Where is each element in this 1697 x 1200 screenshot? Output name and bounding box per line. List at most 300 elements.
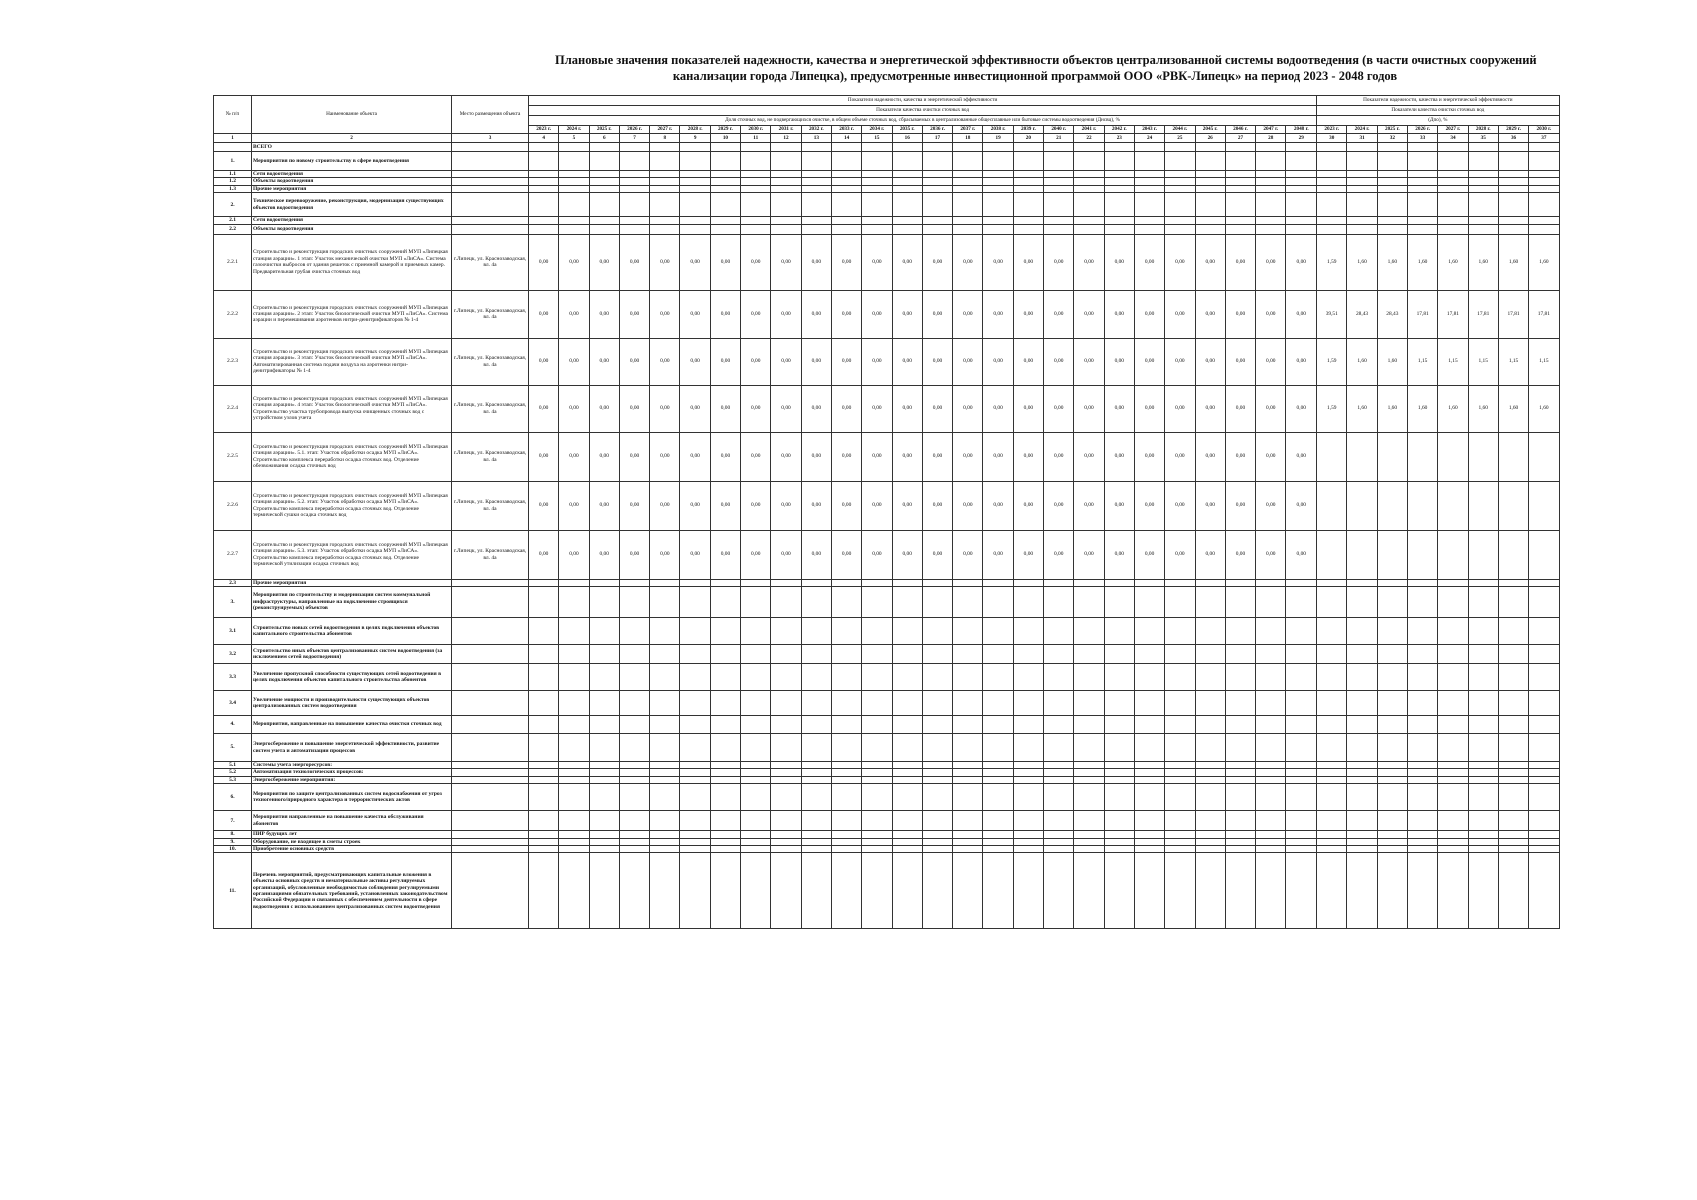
value-cell	[1013, 587, 1043, 618]
value-cell	[1317, 217, 1347, 224]
value-cell	[559, 645, 589, 664]
value-cell	[1134, 853, 1164, 929]
value-cell	[862, 691, 892, 716]
value-cell	[529, 217, 559, 224]
value-cell: 0,00	[1256, 234, 1286, 290]
value-cell	[1044, 664, 1074, 691]
value-cell	[529, 185, 559, 192]
column-number: 31	[1347, 134, 1377, 143]
value-cell	[1468, 185, 1498, 192]
value-cell	[831, 811, 861, 831]
row-place	[452, 185, 529, 192]
value-cell	[1134, 769, 1164, 776]
value-cell	[1044, 143, 1074, 152]
value-cell	[1044, 178, 1074, 185]
value-cell	[1195, 853, 1225, 929]
value-cell	[892, 645, 922, 664]
row-name: ПИР будущих лет	[252, 831, 452, 838]
header-year: 2030 г.	[741, 126, 771, 134]
value-cell	[1165, 784, 1195, 811]
value-cell	[1408, 143, 1438, 152]
table-row	[214, 185, 1560, 192]
row-number: 9.	[214, 838, 252, 845]
value-cell	[1408, 769, 1438, 776]
value-cell: 0,00	[771, 481, 801, 530]
row-name: Строительство и реконструкция городских очистных сооружений МУП «Липецкая станция аэрации». 4 этап: Участок биологической очистки МУП «ЛиСА». Строительство участка трубопровода выпуска очищенных сточных вод с устройством узлов учета	[252, 385, 452, 432]
value-cell	[619, 579, 649, 586]
value-cell	[1286, 691, 1317, 716]
value-cell	[1438, 530, 1468, 579]
value-cell: 0,00	[680, 530, 710, 579]
value-cell	[771, 734, 801, 762]
value-cell	[1377, 579, 1407, 586]
value-cell	[680, 664, 710, 691]
value-cell	[1256, 831, 1286, 838]
value-cell	[1286, 587, 1317, 618]
value-cell: 0,00	[801, 481, 831, 530]
value-cell	[650, 185, 680, 192]
value-cell	[741, 762, 771, 769]
table-row	[214, 762, 1560, 769]
row-number	[214, 143, 252, 152]
value-cell	[1165, 769, 1195, 776]
value-cell	[801, 152, 831, 171]
value-cell	[1468, 853, 1498, 929]
value-cell	[1377, 224, 1407, 234]
value-cell: 0,00	[801, 234, 831, 290]
row-name: Мероприятия по новому строительству в сфере водоотведения	[252, 152, 452, 171]
value-cell	[1256, 691, 1286, 716]
value-cell	[862, 734, 892, 762]
value-cell	[559, 716, 589, 734]
value-cell	[619, 691, 649, 716]
column-number: 20	[1013, 134, 1043, 143]
value-cell	[1104, 171, 1134, 178]
value-cell	[529, 664, 559, 691]
value-cell	[710, 217, 740, 224]
value-cell	[953, 171, 983, 178]
value-cell: 1,60	[1438, 385, 1468, 432]
value-cell	[1498, 171, 1528, 178]
value-cell: 0,00	[801, 290, 831, 338]
row-place	[452, 811, 529, 831]
value-cell: 0,00	[801, 432, 831, 481]
column-number: 32	[1377, 134, 1407, 143]
row-place	[452, 587, 529, 618]
value-cell	[831, 691, 861, 716]
value-cell	[983, 193, 1013, 217]
value-cell	[1408, 432, 1438, 481]
row-name: Энергосбережение мероприятия:	[252, 776, 452, 783]
row-name: Объекты водоотведения	[252, 224, 452, 234]
value-cell: 1,60	[1347, 234, 1377, 290]
value-cell	[1498, 846, 1528, 853]
value-cell	[831, 171, 861, 178]
value-cell	[1286, 217, 1317, 224]
value-cell	[1165, 217, 1195, 224]
value-cell	[1134, 838, 1164, 845]
value-cell	[1074, 853, 1104, 929]
value-cell	[1013, 178, 1043, 185]
value-cell	[589, 579, 619, 586]
value-cell: 0,00	[1134, 338, 1164, 385]
value-cell	[771, 193, 801, 217]
value-cell	[1408, 691, 1438, 716]
value-cell: 0,00	[831, 338, 861, 385]
value-cell: 0,00	[680, 385, 710, 432]
table-row	[214, 178, 1560, 185]
row-number: 2.3	[214, 579, 252, 586]
value-cell	[650, 838, 680, 845]
value-cell: 0,00	[1195, 290, 1225, 338]
value-cell	[1134, 691, 1164, 716]
value-cell	[1377, 481, 1407, 530]
value-cell	[559, 811, 589, 831]
value-cell	[1347, 481, 1377, 530]
value-cell	[1529, 776, 1559, 783]
value-cell: 0,00	[1195, 338, 1225, 385]
value-cell	[892, 776, 922, 783]
value-cell	[1074, 217, 1104, 224]
value-cell	[1468, 193, 1498, 217]
value-cell: 0,00	[801, 338, 831, 385]
value-cell	[801, 664, 831, 691]
value-cell	[862, 224, 892, 234]
value-cell	[1044, 734, 1074, 762]
value-cell	[1134, 171, 1164, 178]
column-number: 23	[1104, 134, 1134, 143]
value-cell	[529, 193, 559, 217]
column-number: 33	[1408, 134, 1438, 143]
value-cell	[771, 579, 801, 586]
value-cell	[1468, 143, 1498, 152]
value-cell	[1074, 587, 1104, 618]
value-cell	[1408, 776, 1438, 783]
value-cell	[771, 618, 801, 645]
row-place	[452, 734, 529, 762]
value-cell	[1195, 838, 1225, 845]
row-place	[452, 762, 529, 769]
value-cell	[1013, 143, 1043, 152]
value-cell	[589, 846, 619, 853]
value-cell	[1408, 762, 1438, 769]
value-cell: 1,15	[1408, 338, 1438, 385]
value-cell	[1408, 579, 1438, 586]
header-num: № п/п	[214, 96, 252, 134]
value-cell	[1468, 831, 1498, 838]
value-cell	[1104, 224, 1134, 234]
value-cell	[619, 178, 649, 185]
value-cell	[922, 716, 952, 734]
indicators-table	[213, 95, 1560, 929]
value-cell	[892, 784, 922, 811]
value-cell	[1529, 691, 1559, 716]
column-number: 1	[214, 134, 252, 143]
value-cell	[801, 811, 831, 831]
table-row	[214, 831, 1560, 838]
value-cell	[1498, 152, 1528, 171]
value-cell	[1317, 224, 1347, 234]
value-cell: 0,00	[983, 481, 1013, 530]
value-cell	[741, 193, 771, 217]
value-cell	[922, 853, 952, 929]
table-row	[214, 152, 1560, 171]
value-cell: 0,00	[1256, 481, 1286, 530]
value-cell	[1347, 691, 1377, 716]
value-cell	[1529, 716, 1559, 734]
value-cell	[1104, 178, 1134, 185]
value-cell	[892, 217, 922, 224]
value-cell	[1256, 143, 1286, 152]
value-cell	[1438, 152, 1468, 171]
value-cell	[1468, 776, 1498, 783]
value-cell: 0,00	[529, 338, 559, 385]
value-cell	[589, 618, 619, 645]
value-cell: 0,00	[1286, 385, 1317, 432]
value-cell: 1,60	[1408, 385, 1438, 432]
column-number: 16	[892, 134, 922, 143]
value-cell	[1286, 762, 1317, 769]
value-cell	[1044, 193, 1074, 217]
column-number: 11	[741, 134, 771, 143]
value-cell	[680, 178, 710, 185]
value-cell	[1438, 831, 1468, 838]
value-cell	[1256, 846, 1286, 853]
value-cell	[922, 185, 952, 192]
value-cell	[1498, 530, 1528, 579]
value-cell	[801, 838, 831, 845]
table-row	[214, 290, 1560, 338]
table-row	[214, 338, 1560, 385]
value-cell	[1013, 784, 1043, 811]
value-cell: 1,60	[1347, 338, 1377, 385]
value-cell	[589, 853, 619, 929]
value-cell	[650, 193, 680, 217]
value-cell	[983, 776, 1013, 783]
value-cell: 17,81	[1529, 290, 1559, 338]
value-cell	[1195, 224, 1225, 234]
value-cell	[831, 831, 861, 838]
value-cell	[1529, 432, 1559, 481]
header-name: Наименование объекта	[252, 96, 452, 134]
value-cell	[1104, 691, 1134, 716]
value-cell	[1468, 838, 1498, 845]
value-cell	[1286, 178, 1317, 185]
value-cell: 0,00	[1104, 290, 1134, 338]
value-cell	[1408, 152, 1438, 171]
value-cell	[1347, 776, 1377, 783]
header-year: 2028 г.	[680, 126, 710, 134]
value-cell: 0,00	[862, 432, 892, 481]
value-cell: 0,00	[1013, 530, 1043, 579]
value-cell	[1013, 224, 1043, 234]
value-cell: 0,00	[801, 530, 831, 579]
value-cell	[831, 846, 861, 853]
row-place	[452, 846, 529, 853]
value-cell	[1256, 664, 1286, 691]
value-cell: 0,00	[1195, 530, 1225, 579]
row-name: Строительство иных объектов централизованных систем водоотведения (за исключением сетей водоотведения)	[252, 645, 452, 664]
value-cell	[589, 224, 619, 234]
value-cell	[1317, 171, 1347, 178]
value-cell	[710, 838, 740, 845]
value-cell	[1134, 579, 1164, 586]
value-cell	[771, 152, 801, 171]
value-cell	[1286, 784, 1317, 811]
value-cell: 0,00	[1165, 338, 1195, 385]
row-number: 3.3	[214, 664, 252, 691]
value-cell	[559, 831, 589, 838]
value-cell	[1256, 579, 1286, 586]
row-number: 10.	[214, 846, 252, 853]
value-cell	[1104, 762, 1134, 769]
value-cell	[741, 224, 771, 234]
value-cell	[1225, 784, 1255, 811]
value-cell	[1468, 784, 1498, 811]
value-cell	[1498, 224, 1528, 234]
value-cell	[1195, 776, 1225, 783]
row-number: 3.4	[214, 691, 252, 716]
row-number: 5.3	[214, 776, 252, 783]
row-name: Оборудование, не входящее в сметы строек	[252, 838, 452, 845]
value-cell: 1,59	[1317, 338, 1347, 385]
value-cell	[1104, 734, 1134, 762]
value-cell	[680, 831, 710, 838]
value-cell	[1225, 664, 1255, 691]
row-name: Энергосбережение и повышение энергетической эффективности, развитие систем учета и автоматизации процессов	[252, 734, 452, 762]
row-place: г.Липецк, ул. Краснозаводская, вл. 4а	[452, 338, 529, 385]
value-cell	[862, 831, 892, 838]
value-cell	[1498, 178, 1528, 185]
table-row	[214, 143, 1560, 152]
value-cell	[1013, 579, 1043, 586]
value-cell: 0,00	[1044, 338, 1074, 385]
value-cell	[922, 224, 952, 234]
value-cell	[1498, 784, 1528, 811]
value-cell: 0,00	[1104, 234, 1134, 290]
value-cell	[953, 846, 983, 853]
value-cell	[741, 217, 771, 224]
value-cell	[650, 831, 680, 838]
value-cell	[1317, 831, 1347, 838]
value-cell: 0,00	[1256, 338, 1286, 385]
value-cell	[1286, 846, 1317, 853]
value-cell	[529, 645, 559, 664]
value-cell: 0,00	[589, 338, 619, 385]
row-number: 7.	[214, 811, 252, 831]
value-cell	[1225, 185, 1255, 192]
value-cell	[589, 664, 619, 691]
row-number: 2.2.7	[214, 530, 252, 579]
value-cell: 0,00	[1165, 234, 1195, 290]
value-cell: 0,00	[1225, 338, 1255, 385]
value-cell	[1347, 432, 1377, 481]
value-cell: 0,00	[1044, 530, 1074, 579]
value-cell	[1529, 762, 1559, 769]
value-cell: 0,00	[1013, 290, 1043, 338]
column-number: 12	[771, 134, 801, 143]
value-cell	[801, 193, 831, 217]
value-cell	[680, 618, 710, 645]
value-cell	[953, 579, 983, 586]
value-cell	[1104, 143, 1134, 152]
value-cell	[862, 618, 892, 645]
value-cell	[922, 645, 952, 664]
value-cell: 0,00	[1256, 290, 1286, 338]
value-cell	[1317, 152, 1347, 171]
value-cell: 0,00	[983, 530, 1013, 579]
column-number: 36	[1498, 134, 1528, 143]
value-cell	[529, 152, 559, 171]
column-number: 6	[589, 134, 619, 143]
value-cell	[1225, 193, 1255, 217]
value-cell	[1225, 853, 1255, 929]
value-cell	[741, 178, 771, 185]
value-cell	[1286, 171, 1317, 178]
value-cell	[589, 831, 619, 838]
value-cell	[1347, 178, 1377, 185]
value-cell	[589, 587, 619, 618]
value-cell: 0,00	[559, 432, 589, 481]
row-name: Строительство новых сетей водоотведения в целях подключения объектов капитального строительства абонентов	[252, 618, 452, 645]
value-cell	[1438, 716, 1468, 734]
value-cell	[589, 143, 619, 152]
value-cell	[1529, 224, 1559, 234]
value-cell	[831, 618, 861, 645]
value-cell: 0,00	[771, 385, 801, 432]
value-cell	[1377, 853, 1407, 929]
value-cell: 0,00	[650, 234, 680, 290]
value-cell	[1104, 811, 1134, 831]
value-cell	[1438, 811, 1468, 831]
value-cell	[1529, 769, 1559, 776]
value-cell	[1438, 185, 1468, 192]
header-year: 2037 г.	[953, 126, 983, 134]
value-cell	[922, 664, 952, 691]
value-cell	[862, 171, 892, 178]
value-cell	[1468, 152, 1498, 171]
value-cell	[801, 171, 831, 178]
value-cell	[1498, 143, 1528, 152]
row-place	[452, 716, 529, 734]
value-cell: 0,00	[1104, 432, 1134, 481]
value-cell	[1225, 716, 1255, 734]
header-group-a-indicator: Доля сточных вод, не подвергающихся очистке, в общем объеме сточных вод, сбрасываемых в централизованные общесплавные или бытовые системы водоотведения (Днсвц), %	[529, 116, 1317, 126]
value-cell	[1165, 178, 1195, 185]
value-cell	[983, 811, 1013, 831]
value-cell: 0,00	[1013, 481, 1043, 530]
value-cell	[1165, 691, 1195, 716]
value-cell: 0,00	[1074, 234, 1104, 290]
value-cell	[1347, 618, 1377, 645]
value-cell	[983, 152, 1013, 171]
value-cell	[741, 811, 771, 831]
value-cell	[922, 762, 952, 769]
value-cell	[589, 784, 619, 811]
value-cell	[1498, 853, 1528, 929]
value-cell	[1044, 784, 1074, 811]
value-cell: 0,00	[1195, 481, 1225, 530]
row-name: Автоматизация технологических процессов:	[252, 769, 452, 776]
value-cell	[741, 618, 771, 645]
value-cell	[1498, 716, 1528, 734]
value-cell	[1317, 143, 1347, 152]
value-cell	[1286, 716, 1317, 734]
value-cell	[680, 217, 710, 224]
value-cell	[922, 579, 952, 586]
value-cell	[1225, 618, 1255, 645]
value-cell: 0,00	[1225, 234, 1255, 290]
